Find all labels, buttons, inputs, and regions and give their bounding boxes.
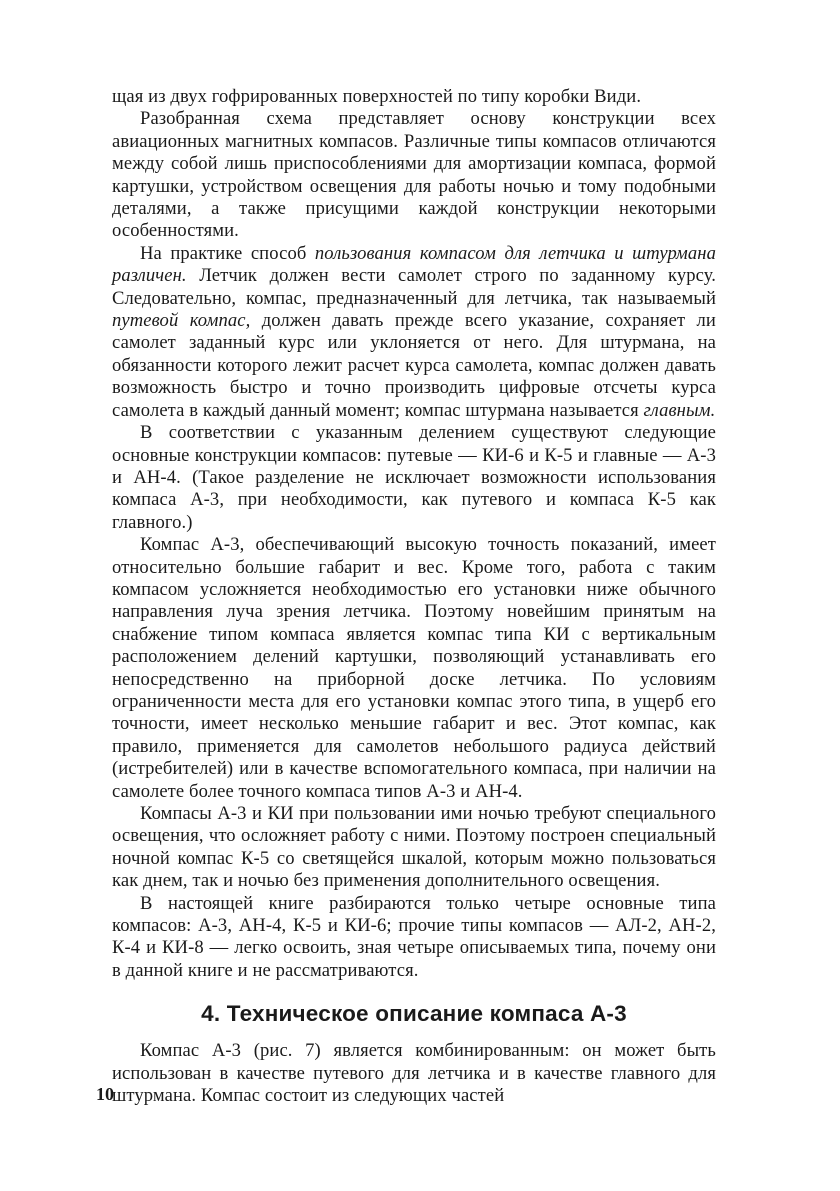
paragraph-compass-a3: Компас А-3, обеспечивающий высокую точность показаний, имеет относительно большие габарит и вес. Кроме того, работа с таким компасом усложняется необходимостью его установки ниже обычного направления луча зрения летчика. Поэтому новейшим принятым на снабжение типом компаса является компас типа КИ с вертикальным расположением делений картушки, позволяющий устанавливать его непосредственно на приборной доске летчика. По условиям ограниченности места для его установки компас этого типа, в ущерб его точности, имеет несколько меньшие габарит и вес. Этот компас, как правило, применяется для самолетов небольшого радиуса действий (истребителей) или в качестве вспомогательного компаса, при наличии на самолете более точного компаса типов А-3 и АН-4. xyxy=(112,534,716,802)
paragraph-division: В соответствии с указанным делением существуют следующие основные конструкции компасов: путевые — КИ-6 и К-5 и главные — А-3 и АН-4. (Такое разделение не исключает возможности использования компаса А-3, при необходимости, как путевого и компаса К-5 как главного.) xyxy=(112,422,716,533)
paragraph-schema: Разобранная схема представляет основу конструкции всех авиационных магнитных компасов. Различные типы компасов отличаются между собой лишь приспособлениями для амортизации компаса, формой картушки, устройством освещения для работы ночью и тому подобными деталями, а также присущими каждой конструкции некоторыми особенностями. xyxy=(112,108,716,242)
section-heading: 4. Техническое описание компаса А-3 xyxy=(201,1001,627,1027)
practice-italic-travel-compass: путевой компас, xyxy=(112,310,251,332)
page-number: 10 xyxy=(96,1084,114,1104)
practice-lead: На практике способ xyxy=(140,242,315,264)
page-body xyxy=(112,86,716,1107)
paragraph-book-scope: В настоящей книге разбираются только четыре основные типа компасов: А-3, АН-4, К-5 и КИ-6; прочие типы компасов — АЛ-2, АН-2, К-4 и КИ-8 — легко освоить, зная четыре описываемых типа, почему они в данной книге и не рассматриваются. xyxy=(112,892,716,981)
practice-mid: Летчик должен вести самолет строго по заданному курсу. Следовательно, компас, предназначенный для летчика, так называемый xyxy=(112,265,716,309)
paragraph-practice xyxy=(112,243,716,422)
paragraph-night-compass: Компасы А-3 и КИ при пользовании ими ночью требуют специального освещения, что осложняет работу с ними. Поэтому построен специальный ночной компас К-5 со светящейся шкалой, которым можно пользоваться как днем, так и ночью без применения дополнительного освещения. xyxy=(112,803,716,892)
paragraph-continuation: щая из двух гофрированных поверхностей по типу коробки Види. xyxy=(112,86,642,107)
practice-italic-main: главным. xyxy=(643,399,716,421)
practice-italic-usage: пользования компасом для летчика и штурмана различен. xyxy=(112,242,716,287)
practice-mid2: должен давать прежде всего указание, сохраняет ли самолет заданный курс или уклоняется от него. Для штурмана, на обязанности которого лежит расчет курса самолета, компас должен давать возможность быстро и точно производить цифровые отсчеты курса самолета в каждый данный момент; компас штурмана называется xyxy=(112,310,716,421)
paragraph-closing: Компас А-3 (рис. 7) является комбинированным: он может быть использован в качестве путевого для летчика и в качестве главного для штурмана. Компас состоит из следующих частей xyxy=(112,1040,716,1107)
